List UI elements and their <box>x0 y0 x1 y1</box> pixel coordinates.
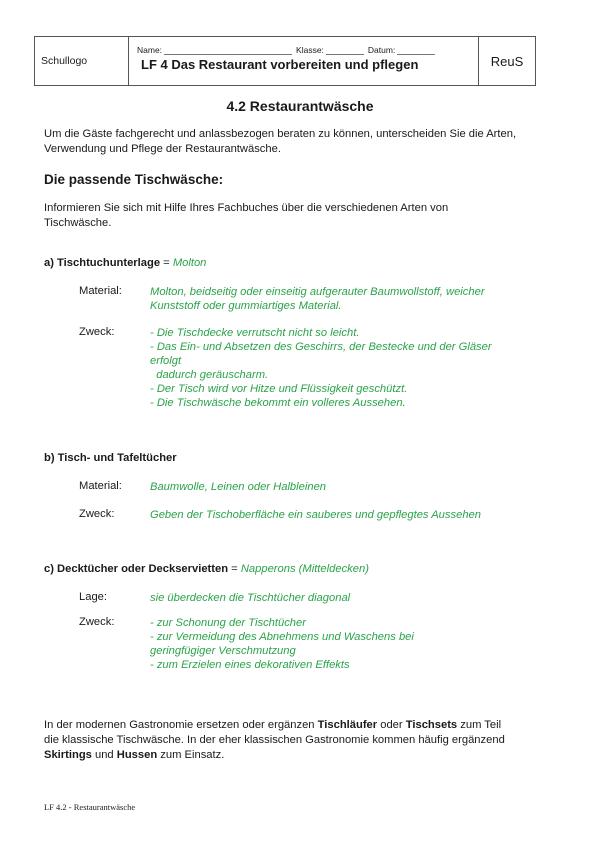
equals-sign: = <box>231 563 238 575</box>
section-a-material-label: Material: <box>79 285 122 297</box>
header-fields <box>137 43 478 55</box>
intro-paragraph <box>44 127 516 157</box>
section-c-title <box>44 563 369 575</box>
section-heading: Die passende Tischwäsche: <box>44 172 224 187</box>
term-tischlaeufer: Tischläufer <box>317 719 378 731</box>
intro-line: Um die Gäste fachgerecht und anlassbezogen beraten zu können, unterscheiden Sie die Arten, <box>44 128 517 140</box>
answer-line: Molton, beidseitig oder einseitig aufgerauter Baumwollstoff, weicher <box>150 286 485 298</box>
header-box <box>34 36 536 86</box>
term-hussen: Hussen <box>116 749 158 761</box>
intro-line: Verwendung und Pflege der Restaurantwäsche. <box>44 143 281 155</box>
answer-line: - Die Tischdecke verrutscht nicht so leicht. <box>150 327 360 339</box>
section-c-purpose-label: Zweck: <box>79 616 115 628</box>
closing-line: die klassische Tischwäsche. In der eher klassischen Gastronomie kommen häufig ergänzend <box>44 734 505 746</box>
section-a-purpose-answer <box>150 326 492 410</box>
answer-line: geringfügiger Verschmutzung <box>150 645 296 657</box>
term-skirtings: Skirtings <box>44 749 92 761</box>
date-label: Datum: <box>367 45 396 55</box>
section-b-purpose-label: Zweck: <box>79 508 115 520</box>
name-label: Name: <box>137 45 163 55</box>
page-footer: LF 4.2 - Restaurantwäsche <box>44 802 136 812</box>
document-title: 4.2 Restaurantwäsche <box>226 98 374 114</box>
answer-line: - Die Tischwäsche bekommt ein volleres Aussehen. <box>150 397 406 409</box>
school-logo-label: Schullogo <box>41 55 88 67</box>
answer-line: Kunststoff oder gummiartiges Material. <box>150 300 342 312</box>
section-c-purpose-answer <box>150 616 414 672</box>
task-line: Informieren Sie sich mit Hilfe Ihres Fachbuches über die verschiedenen Arten von <box>44 202 449 214</box>
task-line: Tischwäsche. <box>44 217 112 229</box>
section-a-title <box>44 257 206 269</box>
header-info-cell <box>129 37 479 85</box>
section-b-purpose-answer: Geben der Tischoberfläche ein sauberes und gepflegtes Aussehen <box>150 509 481 521</box>
term-tischsets: Tischsets <box>405 719 458 731</box>
header-code: ReuS <box>490 53 524 69</box>
answer-line: erfolgt <box>150 355 182 367</box>
text-run: und <box>91 749 117 761</box>
text-run: zum Teil <box>457 719 502 731</box>
closing-line <box>44 748 505 763</box>
text-run: zum Einsatz. <box>157 749 225 761</box>
text-run: In der modernen Gastronomie ersetzen oder ergänzen <box>44 719 318 731</box>
closing-line <box>44 718 505 733</box>
answer-line: - Das Ein- und Absetzen des Geschirrs, der Bestecke und der Gläser <box>150 341 492 353</box>
section-c-position-label: Lage: <box>79 591 107 603</box>
section-b-material-label: Material: <box>79 480 122 492</box>
answer-line: - zur Schonung der Tischtücher <box>150 617 306 629</box>
task-paragraph <box>44 201 448 231</box>
class-field[interactable] <box>326 45 364 55</box>
equals-sign: = <box>163 257 170 269</box>
date-field[interactable] <box>397 45 435 55</box>
answer-line: - Der Tisch wird vor Hitze und Flüssigkeit geschützt. <box>150 383 408 395</box>
school-logo-cell <box>35 37 129 85</box>
section-c-heading: c) Decktücher oder Deckservietten <box>44 563 229 575</box>
name-field[interactable] <box>164 45 292 55</box>
answer-line: - zum Erzielen eines dekorativen Effekts <box>150 659 350 671</box>
answer-line: - zur Vermeidung des Abnehmens und Waschens bei <box>150 631 414 643</box>
section-b-material-answer: Baumwolle, Leinen oder Halbleinen <box>150 481 327 493</box>
section-a-answer: Molton <box>172 257 207 269</box>
class-label: Klasse: <box>296 45 324 55</box>
closing-paragraph <box>44 718 505 763</box>
section-a-heading: a) Tischtuchunterlage <box>44 257 161 269</box>
section-b-title: b) Tisch- und Tafeltücher <box>44 452 177 464</box>
text-run: oder <box>377 719 406 731</box>
section-a-material-answer <box>150 285 485 313</box>
header-title: LF 4 Das Restaurant vorbereiten und pflegen <box>141 57 419 72</box>
section-c-answer: Napperons (Mitteldecken) <box>240 563 369 575</box>
section-a-purpose-label: Zweck: <box>79 326 115 338</box>
answer-line: dadurch geräuscharm. <box>150 369 269 381</box>
section-c-position-answer: sie überdecken die Tischtücher diagonal <box>150 592 351 604</box>
